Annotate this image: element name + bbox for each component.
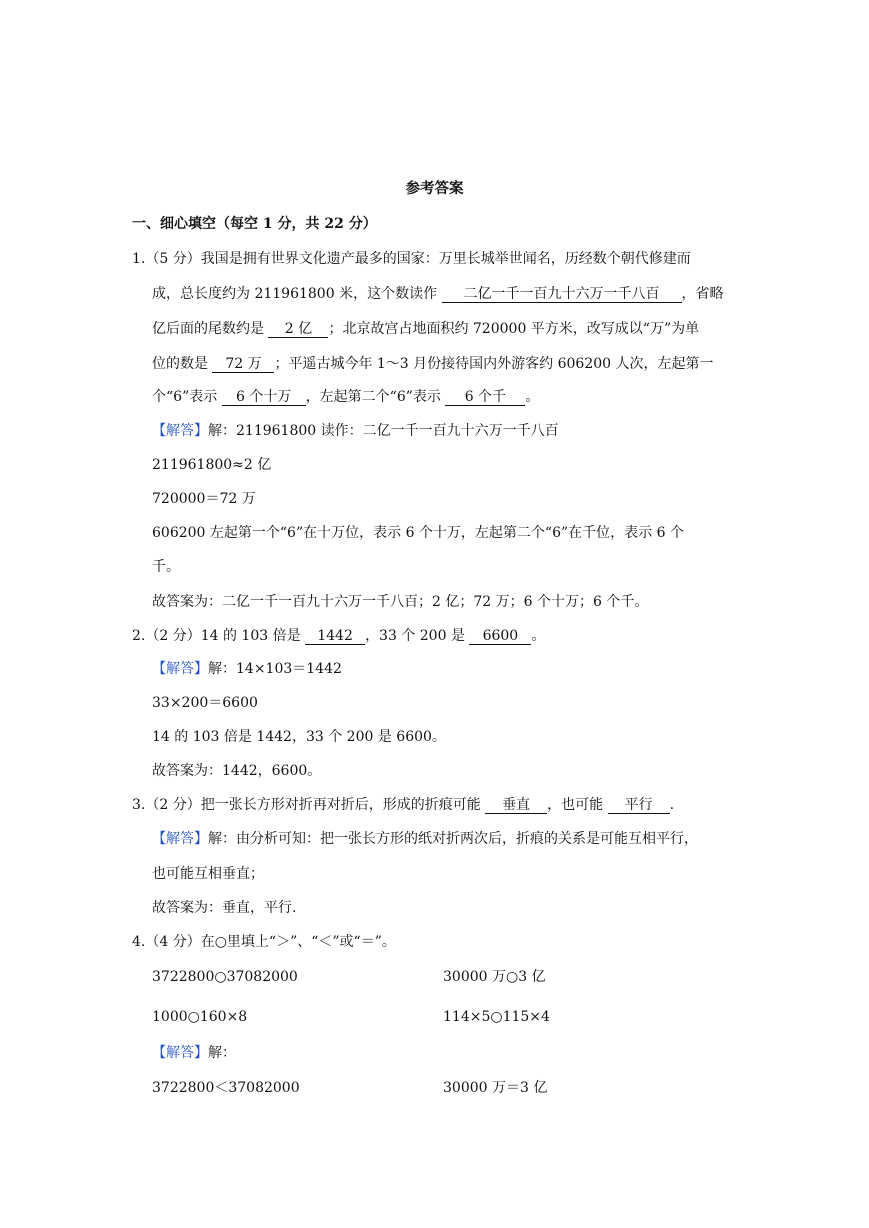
q1-line-1 xyxy=(132,249,691,269)
q4-answer-text-1: 解： xyxy=(208,1045,236,1061)
q1-text-5b: ，左起第二个“6”表示 xyxy=(305,389,441,405)
q2-answer-line-2: 33×200＝6600 xyxy=(152,695,258,711)
q1-answer-tag: 【解答】 xyxy=(152,423,208,439)
q1-text-4a: 位的数是 xyxy=(152,356,208,372)
q1-blank-1: 二亿一千一百九十六万一千八百 xyxy=(442,286,682,303)
q1-blank-5: 6 个千 xyxy=(445,389,525,406)
q4-problem-1: 3722800○37082000 xyxy=(152,969,298,985)
q2-final-answer: 故答案为：1442，6600。 xyxy=(152,763,322,779)
q1-line-3 xyxy=(152,319,699,339)
q2-text-1a: 2.（2 分）14 的 103 倍是 xyxy=(132,628,301,644)
q1-text-2a: 成，总长度约为 211961800 米，这个数读作 xyxy=(152,286,438,302)
q3-answer-text-1: 解：由分析可知：把一张长方形的纸对折两次后，折痕的关系是可能互相平行， xyxy=(208,831,698,847)
q3-text-1b: ，也可能 xyxy=(547,797,604,813)
q2-answer-tag: 【解答】 xyxy=(152,661,208,677)
q1-text-3b: ；北京故宫占地面积约 720000 平方米，改写成以“万”为单 xyxy=(328,321,700,337)
q2-answer-line-1 xyxy=(152,659,342,679)
q2-answer-text-1: 解：14×103＝1442 xyxy=(208,661,342,677)
q2-blank-1: 1442 xyxy=(305,628,365,645)
q2-line-1 xyxy=(132,626,545,646)
q2-blank-2: 6600 xyxy=(469,628,531,645)
q4-answer-tag: 【解答】 xyxy=(152,1045,208,1061)
q1-text-4b: ；平遥古城今年 1～3 月份接待国内外游客约 606200 人次，左起第一 xyxy=(274,356,714,372)
q4-line-1: 4.（4 分）在○里填上“＞”、“＜”或“＝”。 xyxy=(132,934,396,950)
q1-blank-2: 2 亿 xyxy=(268,321,328,338)
q4-problem-2: 30000 万○3 亿 xyxy=(443,969,546,985)
q1-answer-line-4: 606200 左起第一个“6”在十万位，表示 6 个十万，左起第二个“6”在千位，表示 6 个 xyxy=(152,525,684,541)
q1-answer-line-2: 211961800≈2 亿 xyxy=(152,457,272,473)
q1-blank-4: 6 个十万 xyxy=(222,389,306,406)
q4-problem-3: 1000○160×8 xyxy=(152,1009,248,1025)
q3-final-answer: 故答案为：垂直，平行. xyxy=(152,900,297,916)
page-title: 参考答案 xyxy=(405,180,464,197)
q1-final-answer: 故答案为：二亿一千一百九十六万一千八百；2 亿；72 万；6 个十万；6 个千。 xyxy=(152,594,649,610)
q1-answer-text-1: 解：211961800 读作：二亿一千一百九十六万一千八百 xyxy=(208,423,559,439)
q1-line-2 xyxy=(152,284,724,304)
q1-text-3a: 亿后面的尾数约是 xyxy=(152,321,264,337)
q2-text-1b: ，33 个 200 是 xyxy=(365,628,465,644)
q3-answer-line-1 xyxy=(152,829,698,849)
q2-answer-line-3: 14 的 103 倍是 1442，33 个 200 是 6600。 xyxy=(152,729,446,745)
q1-answer-line-3: 720000＝72 万 xyxy=(152,491,256,507)
q2-text-1c: 。 xyxy=(531,628,546,644)
q1-line-5 xyxy=(152,387,539,407)
q3-answer-line-2: 也可能互相垂直； xyxy=(152,866,264,882)
q1-text-5a: 个“6”表示 xyxy=(152,389,218,405)
q3-text-1c: . xyxy=(669,797,675,813)
q1-text-2b: ，省略 xyxy=(681,286,724,302)
q1-line-4 xyxy=(152,354,714,374)
q3-blank-1: 垂直 xyxy=(485,797,547,814)
q1-text-1: 1.（5 分）我国是拥有世界文化遗产最多的国家：万里长城举世闻名，历经数个朝代修建而 xyxy=(132,251,691,267)
q3-answer-tag: 【解答】 xyxy=(152,831,208,847)
q4-result-1: 3722800＜37082000 xyxy=(152,1080,300,1096)
q1-blank-3: 72 万 xyxy=(212,356,274,373)
q3-blank-2: 平行 xyxy=(608,797,670,814)
q1-answer-line-5: 千。 xyxy=(152,559,180,575)
q3-line-1 xyxy=(132,795,674,815)
q4-answer-line-1 xyxy=(152,1043,236,1063)
q1-answer-line-1 xyxy=(152,421,559,441)
q4-result-2: 30000 万＝3 亿 xyxy=(443,1080,548,1096)
section-heading: 一、细心填空（每空 1 分，共 22 分） xyxy=(132,216,377,232)
q3-text-1a: 3.（2 分）把一张长方形对折再对折后，形成的折痕可能 xyxy=(132,797,481,813)
q4-problem-4: 114×5○115×4 xyxy=(443,1009,550,1025)
q1-text-5c: 。 xyxy=(525,389,540,405)
